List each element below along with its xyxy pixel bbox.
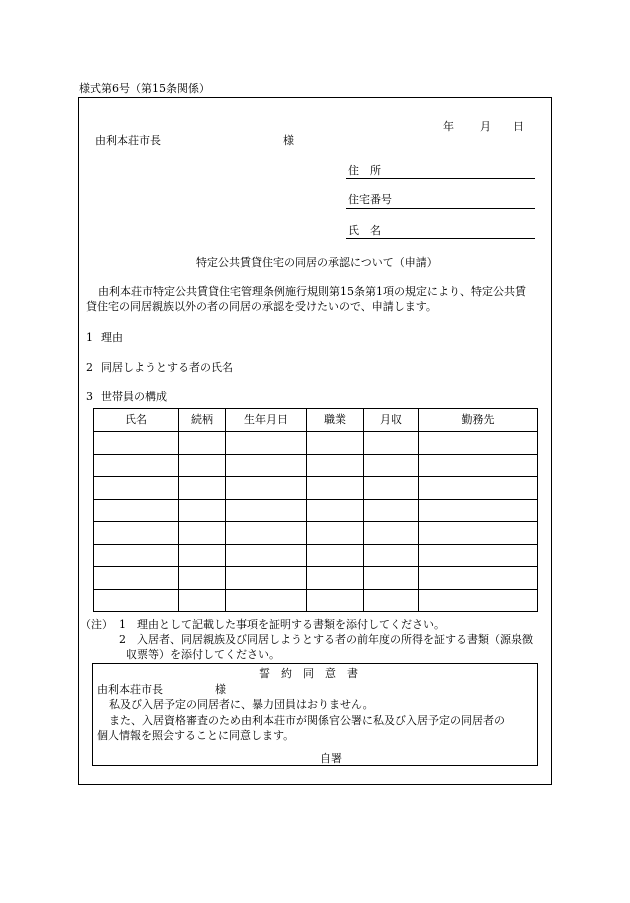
cell-monthly-income[interactable] bbox=[364, 477, 419, 500]
oath-addressee-honorific: 様 bbox=[215, 683, 226, 696]
cell-workplace[interactable] bbox=[419, 522, 538, 545]
table-row bbox=[94, 544, 538, 567]
address-label: 住 所 bbox=[348, 164, 381, 177]
notes-prefix: （注） bbox=[80, 618, 113, 631]
date-year-label: 年 bbox=[443, 120, 454, 133]
cell-name[interactable] bbox=[94, 499, 179, 522]
oath-statement-1: 私及び入居予定の同居者に、暴力団員はおりません。 bbox=[109, 698, 374, 711]
column-header-relationship: 続柄 bbox=[179, 409, 226, 432]
cell-monthly-income[interactable] bbox=[364, 589, 419, 612]
cell-name[interactable] bbox=[94, 589, 179, 612]
column-header-name: 氏名 bbox=[94, 409, 179, 432]
cell-occupation[interactable] bbox=[307, 499, 364, 522]
cell-workplace[interactable] bbox=[419, 432, 538, 455]
cell-monthly-income[interactable] bbox=[364, 454, 419, 477]
addressee-honorific: 様 bbox=[283, 134, 294, 147]
date-month-label: 月 bbox=[480, 120, 491, 133]
cell-birthdate[interactable] bbox=[226, 477, 307, 500]
cell-birthdate[interactable] bbox=[226, 544, 307, 567]
cell-occupation[interactable] bbox=[307, 432, 364, 455]
table-row bbox=[94, 567, 538, 590]
oath-addressee-name: 由利本荘市長 bbox=[97, 683, 163, 696]
cell-birthdate[interactable] bbox=[226, 589, 307, 612]
cell-name[interactable] bbox=[94, 544, 179, 567]
date-day-label: 日 bbox=[513, 120, 524, 133]
signature-label: 自署 bbox=[320, 752, 342, 765]
cell-workplace[interactable] bbox=[419, 477, 538, 500]
name-label: 氏 名 bbox=[348, 224, 381, 237]
cell-workplace[interactable] bbox=[419, 589, 538, 612]
item-1-number: 1 bbox=[86, 331, 93, 344]
cell-occupation[interactable] bbox=[307, 589, 364, 612]
oath-statement-2-line-2: 個人情報を照会することに同意します。 bbox=[97, 729, 295, 742]
cell-workplace[interactable] bbox=[419, 567, 538, 590]
cell-monthly-income[interactable] bbox=[364, 432, 419, 455]
cell-birthdate[interactable] bbox=[226, 454, 307, 477]
column-header-birthdate: 生年月日 bbox=[226, 409, 307, 432]
cell-birthdate[interactable] bbox=[226, 499, 307, 522]
note-2-number: 2 bbox=[119, 633, 126, 646]
item-3-household-label: 世帯員の構成 bbox=[101, 390, 167, 403]
cell-occupation[interactable] bbox=[307, 522, 364, 545]
oath-statement-2-line-1: また、入居資格審査のため由利本荘市が関係官公署に私及び入居予定の同居者の bbox=[109, 714, 505, 727]
cell-name[interactable] bbox=[94, 432, 179, 455]
body-line-2: 貸住宅の同居親族以外の者の同居の承認を受けたいので、申請します。 bbox=[86, 300, 437, 313]
cell-relationship[interactable] bbox=[179, 589, 226, 612]
cell-workplace[interactable] bbox=[419, 499, 538, 522]
cell-occupation[interactable] bbox=[307, 477, 364, 500]
cell-name[interactable] bbox=[94, 567, 179, 590]
note-1-text: 理由として記載した事項を証明する書類を添付してください。 bbox=[137, 618, 445, 631]
cell-relationship[interactable] bbox=[179, 522, 226, 545]
cell-occupation[interactable] bbox=[307, 454, 364, 477]
household-members-table bbox=[93, 408, 538, 612]
cell-relationship[interactable] bbox=[179, 567, 226, 590]
cell-relationship[interactable] bbox=[179, 432, 226, 455]
table-row bbox=[94, 522, 538, 545]
table-row bbox=[94, 499, 538, 522]
body-line-1: 由利本荘市特定公共賃貸住宅管理条例施行規則第15条第1項の規定により、特定公共賃 bbox=[98, 285, 526, 298]
cell-monthly-income[interactable] bbox=[364, 567, 419, 590]
cell-relationship[interactable] bbox=[179, 544, 226, 567]
item-2-cohabitant-name-label: 同居しようとする者の氏名 bbox=[101, 361, 233, 374]
item-3-number: 3 bbox=[86, 390, 93, 403]
oath-title: 誓 約 同 意 書 bbox=[259, 667, 358, 680]
cell-monthly-income[interactable] bbox=[364, 544, 419, 567]
table-row bbox=[94, 477, 538, 500]
cell-name[interactable] bbox=[94, 522, 179, 545]
column-header-occupation: 職業 bbox=[307, 409, 364, 432]
cell-relationship[interactable] bbox=[179, 499, 226, 522]
table-row bbox=[94, 589, 538, 612]
cell-monthly-income[interactable] bbox=[364, 499, 419, 522]
form-code: 様式第6号（第15条関係） bbox=[79, 82, 210, 95]
table-header-row bbox=[94, 409, 538, 432]
cell-workplace[interactable] bbox=[419, 454, 538, 477]
addressee-name: 由利本荘市長 bbox=[95, 134, 161, 147]
address-field[interactable] bbox=[346, 178, 535, 179]
cell-monthly-income[interactable] bbox=[364, 522, 419, 545]
item-1-reason-label: 理由 bbox=[101, 331, 123, 344]
cell-name[interactable] bbox=[94, 454, 179, 477]
cell-occupation[interactable] bbox=[307, 544, 364, 567]
housing-number-field[interactable] bbox=[346, 208, 535, 209]
cell-birthdate[interactable] bbox=[226, 432, 307, 455]
table-row bbox=[94, 432, 538, 455]
housing-number-label: 住宅番号 bbox=[348, 193, 392, 206]
table-row bbox=[94, 454, 538, 477]
document-title: 特定公共賃貸住宅の同居の承認について（申請） bbox=[196, 256, 438, 269]
column-header-monthly-income: 月収 bbox=[364, 409, 419, 432]
item-2-number: 2 bbox=[86, 361, 93, 374]
name-field[interactable] bbox=[346, 238, 535, 239]
signature-field[interactable] bbox=[318, 765, 520, 766]
cell-birthdate[interactable] bbox=[226, 567, 307, 590]
cell-relationship[interactable] bbox=[179, 477, 226, 500]
cell-relationship[interactable] bbox=[179, 454, 226, 477]
cell-birthdate[interactable] bbox=[226, 522, 307, 545]
cell-workplace[interactable] bbox=[419, 544, 538, 567]
note-1-number: 1 bbox=[119, 618, 126, 631]
cell-name[interactable] bbox=[94, 477, 179, 500]
column-header-workplace: 勤務先 bbox=[419, 409, 538, 432]
note-2-text-line-1: 入居者、同居親族及び同居しようとする者の前年度の所得を証する書類（源泉徴 bbox=[137, 633, 533, 646]
note-2-text-line-2: 収票等）を添付してください。 bbox=[126, 648, 280, 661]
cell-occupation[interactable] bbox=[307, 567, 364, 590]
